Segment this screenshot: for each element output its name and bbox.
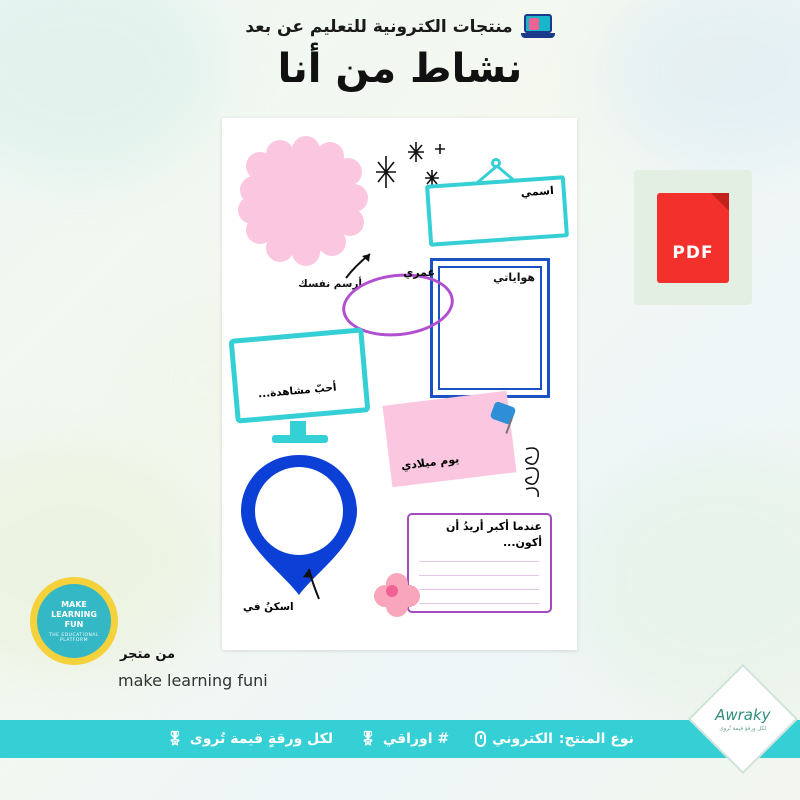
hashtag: # اوراقي bbox=[382, 731, 450, 747]
header-tagline-row bbox=[0, 14, 800, 40]
pdf-badge bbox=[634, 170, 752, 305]
pdf-label: PDF bbox=[672, 242, 714, 263]
pushpin-icon bbox=[492, 404, 518, 436]
seller-badge-inner bbox=[37, 584, 111, 658]
mouse-icon bbox=[475, 731, 486, 747]
my-name-sign bbox=[427, 158, 567, 248]
badge-line2: LEARNING bbox=[51, 609, 97, 619]
seller-badge bbox=[30, 577, 118, 665]
badge-line3: FUN bbox=[64, 619, 84, 629]
product-type-value: الكتروني bbox=[492, 731, 553, 747]
my-name-box bbox=[425, 175, 569, 247]
worksheet-preview bbox=[222, 118, 577, 650]
hashtag-item bbox=[359, 731, 449, 747]
page-title: نشاط من أنا bbox=[277, 46, 523, 92]
pdf-file-icon bbox=[657, 193, 729, 283]
label-my-name: اسمي bbox=[520, 184, 555, 200]
label-my-birthday: يوم ميلادي bbox=[400, 452, 460, 473]
store-from-label: من متجر bbox=[120, 647, 176, 662]
badge-line1: MAKE bbox=[61, 599, 87, 609]
label-like-to-watch: أحبّ مشاهدة... bbox=[257, 381, 337, 401]
label-when-i-grow-up: عندما أكبر أريدُ أن أكون... bbox=[445, 520, 542, 549]
location-pin-shape bbox=[237, 453, 367, 613]
decor-blob-bottom-right bbox=[570, 450, 800, 710]
label-my-hobbies: هواياتي bbox=[493, 271, 535, 284]
awraky-logo-subtitle: لكل ورقةٍ قيمة تُروى bbox=[719, 725, 767, 732]
product-type-label: نوع المنتج: bbox=[558, 731, 634, 747]
product-type bbox=[475, 731, 634, 747]
label-i-live-in: اسكنُ في bbox=[243, 601, 294, 613]
laptop-icon bbox=[521, 14, 555, 40]
slogan-item bbox=[166, 731, 333, 747]
when-i-grow-up-box bbox=[407, 513, 552, 613]
label-my-age: عمري bbox=[403, 266, 435, 279]
header bbox=[0, 14, 800, 92]
tv-monitor-shape bbox=[232, 333, 377, 458]
header-tagline: منتجات الكترونية للتعليم عن بعد bbox=[245, 17, 513, 37]
awraky-logo-name: Awraky bbox=[715, 705, 771, 724]
store-name: make learning funi bbox=[118, 671, 268, 690]
arrow-icon-live-in bbox=[293, 565, 327, 601]
medal-icon: 🎖 bbox=[359, 731, 377, 747]
medal-icon-2: 🎖 bbox=[166, 731, 184, 747]
spring-decor-icon bbox=[522, 443, 556, 503]
badge-subtitle: THE EDUCATIONAL PLATFORM bbox=[49, 632, 99, 643]
footer-slogan: لكل ورقةٍ قيمة تُروى bbox=[189, 731, 334, 747]
footer-bar bbox=[0, 720, 800, 758]
flower-icon bbox=[374, 573, 420, 619]
label-draw-yourself: أرسم نفسك bbox=[298, 278, 362, 290]
